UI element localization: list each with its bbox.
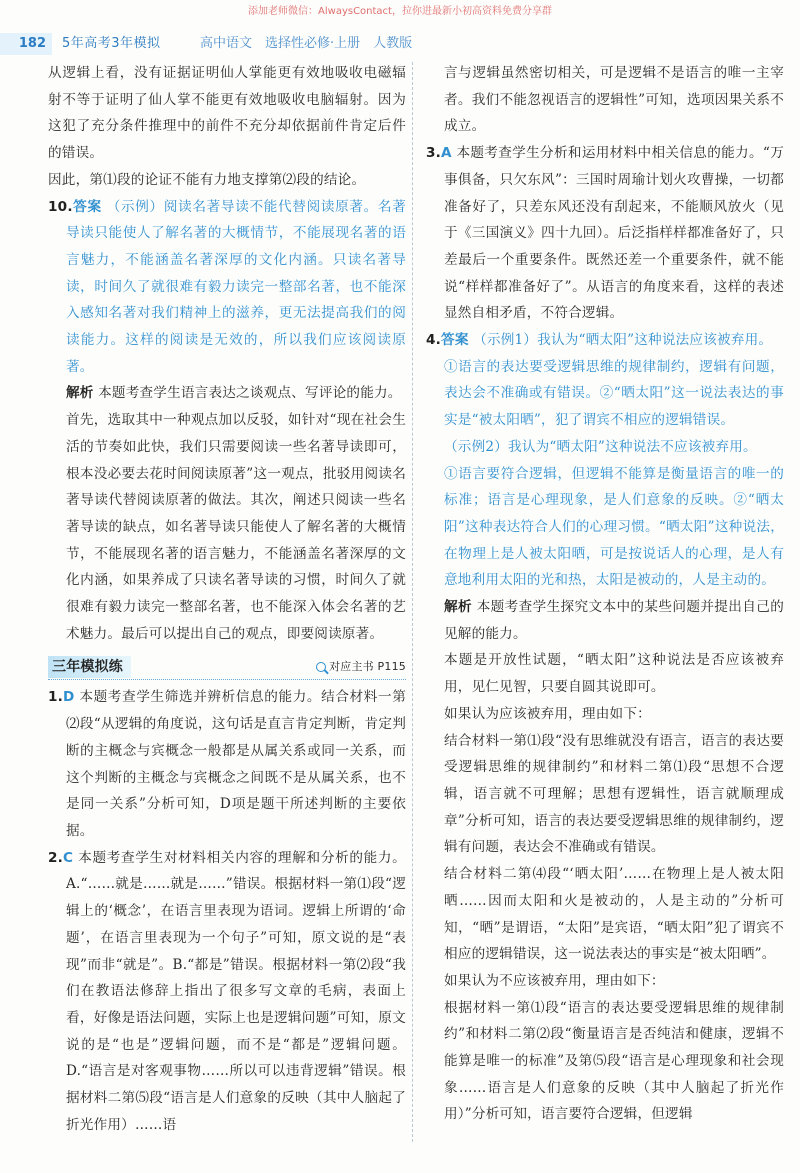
- analysis: [48, 380, 406, 407]
- answer-example-1-body: ①语言的表达要受逻辑思维的规律制约，逻辑有问题，表达会不准确或有错误。②“晒太阳”这一说法表达的事实是“被太阳晒”，犯了谓宾不相应的逻辑错误。: [444, 358, 784, 429]
- question-number: 10.: [48, 198, 73, 215]
- question-number: 1.: [48, 689, 64, 706]
- question-text: 本题考查学生筛选并辨析信息的能力。结合材料一第⑵段“从逻辑的角度说，这句话是直言肯定判断，肯定判断的主概念与宾概念一般都是从属关系或同一关系，而这个判断的主概念与宾概念之间既不是从属关系，也不是同一关系”分析可知，D项是题干所述判断的主要依据。: [66, 689, 406, 839]
- paragraph: 言与逻辑虽然密切相关，可是逻辑不是语言的唯一主宰者。我们不能忽视语言的逻辑性”可知，选项因果关系不成立。: [444, 65, 784, 135]
- left-column: [48, 60, 406, 1138]
- paragraph: 如果认为不应该被弃用，理由如下：: [444, 972, 665, 989]
- question-text: 本题考查学生对材料相关内容的理解和分析的能力。A.“……就是……就是……”错误。根据材料一第⑴段“逻辑上的‘概念’，在语言里表现为语词。逻辑上所谓的‘命题’，在语言里表现为一个句子”可知，原文说的是“表现”而非“就是”。B.“都是”错误。根据材料一第⑵段“我们在教语法修辞上指出了很多写文章的毛病，表面上看，好像是语法问题，实际上也是逻辑问题”可知，原文说的是“也是”逻辑问题，而不是“都是”逻辑问题。D.“语言是对客观事物……所以可以违背逻辑”错误。根据材料二第⑸段“语言是人们意象的反映（其中人脑起了折光作用）……语: [66, 849, 406, 1133]
- question-number: 4.: [426, 332, 442, 349]
- paragraph: 首先，选取其中一种观点加以反驳，如针对“现在社会生活的节奏如此快，我们只需要阅读一些名著导读即可，根本没必要去花时间阅读原著”这一观点，批驳用阅读名著导读代替阅读原著的做法。其次，阐述只阅读一些名著导读的缺点，如名著导读只能使人了解名著的大概情节，不能展现名著的语言魅力，不能涵盖名著深厚的文化内涵，如果养成了只读名著导读的习惯，时间久了就很难有毅力读完一整部名著，也不能深入体会名著的艺术魅力。最后可以提出自己的观点，即要阅读原著。: [66, 412, 406, 642]
- column-divider: [412, 62, 414, 1142]
- question-number: 2.: [48, 849, 64, 866]
- question-10: [48, 194, 406, 381]
- reference-text: 对应主书 P115: [329, 660, 406, 674]
- paragraph: 结合材料一第⑴段“没有思维就没有语言，语言的表达要受逻辑思维的规律制约”和材料二第⑴段“思想不合逻辑，语言就不可理解；思想有逻辑性，语言就顺理成章”分析可知，语言的表达要受逻辑思维的规律制约，逻辑有问题，表达会不准确或有错误。: [444, 732, 784, 856]
- question-1: [48, 684, 406, 844]
- answer-example-2-body: ①语言要符合逻辑，但逻辑不能算是衡量语言的唯一的标准；语言是心理现象，是人们意象的反映。②“晒太阳”这种表达符合人们的心理习惯。“晒太阳”这种说法，在物理上是人被太阳晒，可是按说话人的心理，是人有意地利用太阳的光和热，太阳是被动的，人是主动的。: [444, 465, 784, 589]
- answer-text: （示例）阅读名著导读不能代替阅读原著。名著导读只能使人了解名著的大概情节，不能展现名著的语言魅力，不能涵盖名著深厚的文化内涵。只读名著导读，时间久了就很难有毅力读完一整部名著，也不能深入感知名著对我们精神上的滋养，更无法提高我们的阅读能力。这样的阅读是无效的，所以我们应该阅读原著。: [66, 198, 406, 375]
- answer-example-1: （示例1）我认为“晒太阳”这种说法应该被弃用。: [473, 332, 773, 349]
- analysis: [426, 594, 784, 647]
- paragraph: 如果认为应该被弃用，理由如下：: [444, 705, 651, 722]
- question-4: [426, 327, 784, 354]
- answer-letter: D: [63, 689, 75, 706]
- question-text: 本题考查学生分析和运用材料中相关信息的能力。“万事俱备，只欠东风”：三国时周瑜计划火攻曹操，一切都准备好了，只差东风还没有刮起来，不能顺风放火（见于《三国演义》四十九回）。后泛指样样都准备好了，只差最后一个重要条件。既然还差一个重要条件，就不能说“样样都准备好了”。从语言的角度来看，这样的表述显然自相矛盾，不符合逻辑。: [444, 145, 785, 322]
- analysis-text: 本题考查学生探究文本中的某些问题并提出自己的见解的能力。: [444, 599, 785, 642]
- book-title: 5年高考3年模拟: [62, 36, 161, 51]
- right-column: [426, 60, 784, 1128]
- answer-label: 答案: [441, 332, 469, 349]
- answer-letter: C: [63, 849, 74, 866]
- analysis-text: 本题考查学生语言表达之谈观点、写评论的能力。: [98, 385, 402, 402]
- analysis-label: 解析: [444, 599, 472, 616]
- magnifier-icon: [316, 662, 326, 672]
- page-number: 182: [0, 33, 52, 55]
- book-subtitle: 高中语文 选择性必修·上册 人教版: [200, 36, 413, 51]
- paragraph: 从逻辑上看，没有证据证明仙人掌能更有效地吸收电磁辐射不等于证明了仙人掌不能更有效地吸收电脑辐射。因为这犯了充分条件推理中的前件不充分却依据前件肯定后件的错误。: [48, 65, 406, 162]
- watermark-text: 添加老师微信：AlwaysContact，拉你进最新小初高资料免费分享群: [248, 6, 552, 17]
- answer-letter: A: [441, 145, 452, 162]
- question-3: [426, 140, 784, 327]
- question-number: 3.: [426, 145, 442, 162]
- page-header: [0, 33, 800, 55]
- paragraph: 因此，第⑴段的论证不能有力地支撑第⑵段的结论。: [48, 171, 366, 188]
- section-title: 三年模拟练: [48, 656, 131, 678]
- answer-example-2: （示例2）我认为“晒太阳”这种说法不应该被弃用。: [444, 438, 757, 455]
- paragraph: 结合材料二第⑷段“‘晒太阳’……在物理上是人被太阳晒……因而太阳和火是被动的，人是主动的”分析可知，“晒”是谓语，“太阳”是宾语，“晒太阳”犯了谓宾不相应的逻辑错误，这一说法表达的事实是“被太阳晒”。: [444, 866, 784, 963]
- analysis-label: 解析: [66, 385, 94, 402]
- answer-label: 答案: [72, 198, 102, 215]
- paragraph: 根据材料一第⑴段“语言的表达要受逻辑思维的规律制约”和材料二第⑵段“衡量语言是否纯洁和健康，逻辑不能算是唯一的标准”及第⑸段“语言是心理现象和社会现象……语言是人们意象的反映（其中人脑起了折光作用）”分析可知，语言要符合逻辑，但逻辑: [444, 999, 784, 1123]
- section-header: [48, 655, 406, 680]
- question-2: [48, 845, 406, 1139]
- paragraph: 本题是开放性试题，“晒太阳”这种说法是否应该被弃用，见仁见智，只要自圆其说即可。: [444, 652, 784, 696]
- section-reference: [316, 654, 406, 681]
